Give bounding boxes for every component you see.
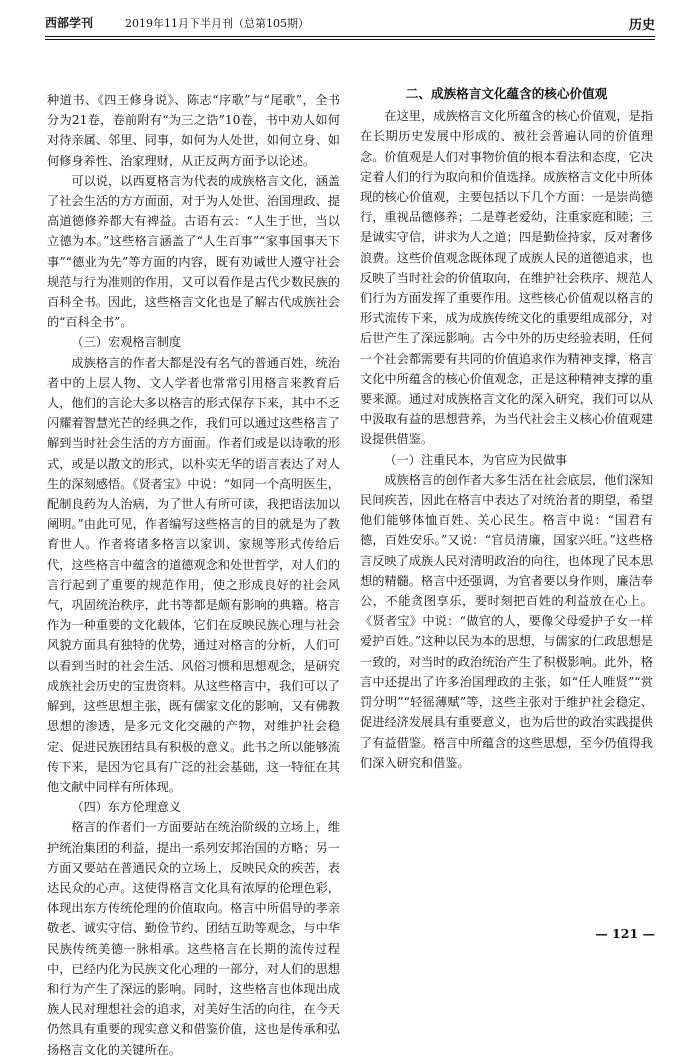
paragraph: 格言的作者们一方面要站在统治阶级的立场上，维护统治集团的利益，提出一系列安邦治国的方略；另一方面又要站在普通民众的立场上，反映民众的疾苦，表达民众的心声。这使得格言文化具有浓厚的伦理色彩，体现出东方传统伦理的价值取向。格言中所倡导的孝亲敬老、诚实守信、勤俭节约、团结互助等观念，与中华民族传统美德一脉相承。这些格言在长期的流传过程中，已经内化为民族文化心理的一部分，对人们的思想和行为产生了深远的影响。同时，这些格言也体现出成族人民对理想社会的追求，对美好生活的向往，在今天仍然具有重要的现实意义和借鉴价值，这也是传承和弘扬格言文化的关键所在。 [47, 820, 340, 1057]
paragraph: 可以说，以西夏格言为代表的成族格言文化，涵盖了社会生活的方方面面，对于为人处世、治国理政、提高道德修养都大有裨益。古语有云：“人生于世，当以立德为本。”这些格言涵盖了“人生百事”“家事国事天下事”“德业为先”等方面的内容，既有劝诫世人遵守社会规范与行为准则的作用，又可以看作是古代少数民族的百科全书。因此，这些格言文化也是了解古代成族社会的“百科全书”。 [47, 173, 340, 330]
right-column [360, 84, 653, 914]
subsection-heading: （一）注重民本，为官应为民做事 [384, 452, 568, 467]
section-heading: 二、成族格言文化蕴含的核心价值观 [405, 86, 608, 101]
left-column [47, 90, 340, 1057]
paragraph: 在这里，成族格言文化所蕴含的核心价值观，是指在长期历史发展中形成的、被社会普遍认同的价值理念。价值观是人们对事物价值的根本看法和态度，它决定着人们的行为取向和价值选择。成族格言文化中所体现的核心价值观，主要包括以下几个方面：一是崇尚德行，重视品德修养；二是尊老爱幼，注重家庭和睦；三是诚实守信，讲求为人之道；四是勤俭持家，反对奢侈浪费。这些价值观念既体现了成族人民的道德追求，也反映了当时社会的价值取向，在维护社会秩序、规范人们行为方面发挥了重要作用。这些核心价值观以格言的形式流传下来，成为成族传统文化的重要组成部分，对后世产生了深远影响。古今中外的历史经验表明，任何一个社会都需要有共同的价值追求作为精神支撑，格言文化中所蕴含的核心价值观念，正是这种精神支撑的重要来源。通过对成族格言文化的深入研究，我们可以从中汲取有益的思想营养，为当代社会主义核心价值观建设提供借鉴。 [360, 109, 653, 447]
header-rule-thin [45, 39, 655, 40]
journal-title: 西部学刊 [45, 16, 94, 30]
paragraph: 种道书、《四王修身说》、陈志“序歌”与“尾歌”，全书分为21卷，卷前附有“为三之诰”10卷，书中劝人如何对待亲属、邻里、同事，如何为人处世，如何立身、如何修身养性、治家理财，从正反两方面予以论述。 [47, 93, 340, 168]
section-label: 历史 [628, 18, 655, 33]
running-header [45, 14, 655, 34]
header-rule-thick [45, 36, 655, 37]
page-number: — 121 — [595, 926, 655, 941]
paragraph: 成族格言的创作者大多生活在社会底层，他们深知民间疾苦，因此在格言中表达了对统治者的期望，希望他们能够体恤百姓、关心民生。格言中说：“国君有德，百姓安乐。”又说：“官员清廉，国家兴旺。”这些格言反映了成族人民对清明政治的向往，也体现了民本思想的精髓。格言中还强调，为官者要以身作则，廉洁奉公，不能贪图享乐，要时刻把百姓的利益放在心上。《贤者宝》中说：“做官的人，要像父母爱护子女一样爱护百姓。”这种以民为本的思想，与儒家的仁政思想是一致的，对当时的政治统治产生了积极影响。此外，格言中还提出了许多治国理政的主张，如“任人唯贤”“赏罚分明”“轻徭薄赋”等，这些主张对于维护社会稳定、促进经济发展具有重要意义，也为后世的政治实践提供了有益借鉴。格言中所蕴含的这些思想，至今仍值得我们深入研究和借鉴。 [360, 472, 653, 770]
subsection-heading: （四）东方伦理意义 [71, 800, 182, 815]
paragraph: 成族格言的作者大都是没有名气的普通百姓，统治者中的上层人物、文人学者也常常引用格言来教育后人，他们的言论大多以格言的形式保存下来，其中不乏闪耀着智慧光芒的经典之作，我们可以通过这些格言了解到当时社会生活的方方面面。作者们或是以诗歌的形式，或是以散文的形式，以朴实无华的语言表达了对人生的深刻感悟。《贤者宝》中说：“如同一个高明医生，配制良药为人治病，为了世人有所可读，我把语法加以阐明。”由此可见，作者编写这些格言的目的就是为了教育世人。作者将诸多格言以家训、家规等形式传给后代，这些格言中蕴含的道德观念和处世哲学，对人们的言行起到了重要的规范作用，使之形成良好的社会风气，巩固统治秩序，此书等都是颇有影响的典籍。格言作为一种重要的文化载体，它们在反映民族心理与社会风貌方面具有独特的优势，通过对格言的分析，人们可以看到当时的社会生活、风俗习惯和思想观念，是研究成族社会历史的宝贵资料。从这些格言中，我们可以了解到，这些思想主张，既有儒家文化的影响，又有佛教思想的渗透，是多元文化交融的产物，对维护社会稳定、促进民族团结具有积极的意义。此书之所以能够流传下来，是因为它具有广泛的社会基础，这一特征在其他文献中同样有所体现。 [47, 355, 340, 794]
issue-info: 2019年11月下半月刊（总第105期） [125, 17, 309, 30]
subsection-heading: （三）宏观格言制度 [71, 335, 182, 350]
